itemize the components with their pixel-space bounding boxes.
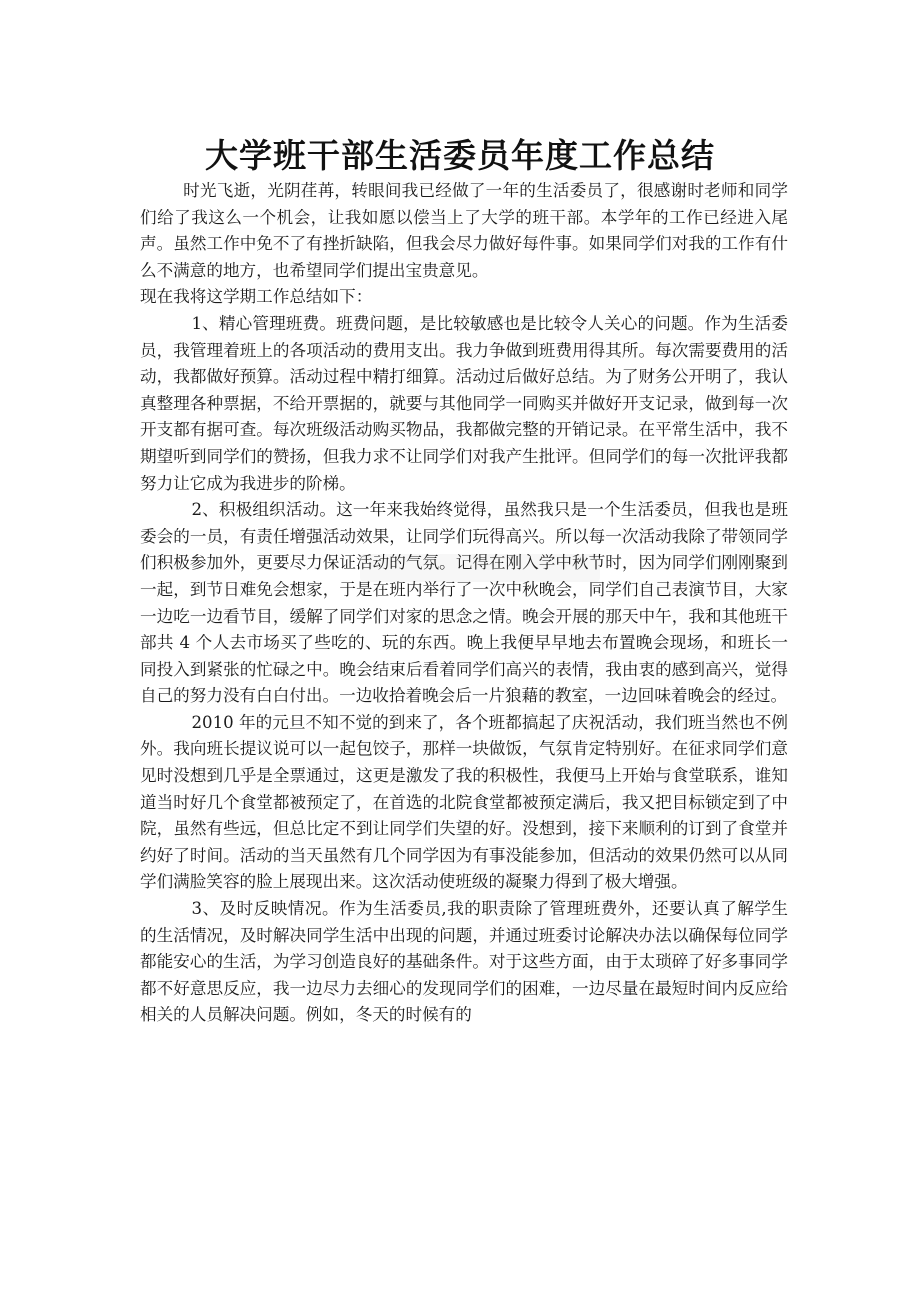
paragraph-new-year: 2010 年的元旦不知不觉的到来了，各个班都搞起了庆祝活动，我们班当然也不例外。我向班长提议说可以一起包饺子，那样一块做饭，气氛肯定特别好。在征求同学们意见时没想到几乎是全票通过，这更是激发了我的积极性，我便马上开始与食堂联系，谁知道当时好几个食堂都被预定了，在首选的北院食堂都被预定满后，我又把目标锁定到了中院，虽然有些远，但总比定不到让同学们失望的好。没想到，接下来顺利的订到了食堂并约好了时间。活动的当天虽然有几个同学因为有事没能参加，但活动的效果仍然可以从同学们满脸笑容的脸上展现出来。这次活动使班级的凝聚力得到了极大增强。 [140, 712, 788, 892]
paragraph-intro: 时光飞逝，光阴荏苒，转眼间我已经做了一年的生活委员了，很感谢时老师和同学们给了我这么一个机会，让我如愿以偿当上了大学的班干部。本学年的工作已经进入尾声。虽然工作中免不了有挫折缺陷，但我会尽力做好每件事。如果同学们对我的工作有什么不满意的地方，也希望同学们提出宝贵意见。 [140, 181, 788, 280]
paragraph-section-3: 3、及时反映情况。作为生活委员,我的职责除了管理班费外，还要认真了解学生的生活情况，及时解决同学生活中出现的问题，并通过班委讨论解决办法以确保每位同学都能安心的生活，为学习创造良好的基础条件。对于这些方面，由于太琐碎了好多事同学都不好意思反应，我一边尽力去细心的发现同学们的困难，一边尽量在最短时间内反应给相关的人员解决问题。例如，冬天的时候有的 [140, 899, 788, 1025]
paragraph-summary-lead: 现在我将这学期工作总结如下： [140, 287, 373, 307]
paragraph-section-2: 2、积极组织活动。这一年来我始终觉得，虽然我只是一个生活委员，但我也是班委会的一员，有责任增强活动效果，让同学们玩得高兴。所以每一次活动我除了带领同学们积极参加外，更要尽力保证活动的气氛。记得在刚入学中秋节时，因为同学们刚刚聚到一起，到节日难免会想家，于是在班内举行了一次中秋晚会，同学们自己表演节目，大家一边吃一边看节目，缓解了同学们对家的思念之情。晚会开展的那天中午，我和其他班干部共 4 个人去市场买了些吃的、玩的东西。晚上我便早早地去布置晚会现场，和班长一同投入到紧张的忙碌之中。晚会结束后看着同学们高兴的表情，我由衷的感到高兴，觉得自己的努力没有白白付出。一边收拾着晚会后一片狼藉的教室，一边回味着晚会的经过。 [140, 500, 788, 706]
paragraph-section-1: 1、精心管理班费。班费问题，是比较敏感也是比较令人关心的问题。作为生活委员，我管理着班上的各项活动的费用支出。我力争做到班费用得其所。每次需要费用的活动，我都做好预算。活动过程中精打细算。活动过后做好总结。为了财务公开明了，我认真整理各种票据，不给开票据的，就要与其他同学一同购买并做好开支记录，做到每一次开支都有据可查。每次班级活动购买物品，我都做完整的开销记录。在平常生活中，我不期望听到同学们的赞扬，但我力求不让同学们对我产生批评。但同学们的每一次批评我都努力让它成为我进步的阶梯。 [140, 313, 788, 493]
document-body [140, 178, 788, 1029]
document-title: 大学班干部生活委员年度工作总结 [205, 136, 715, 175]
